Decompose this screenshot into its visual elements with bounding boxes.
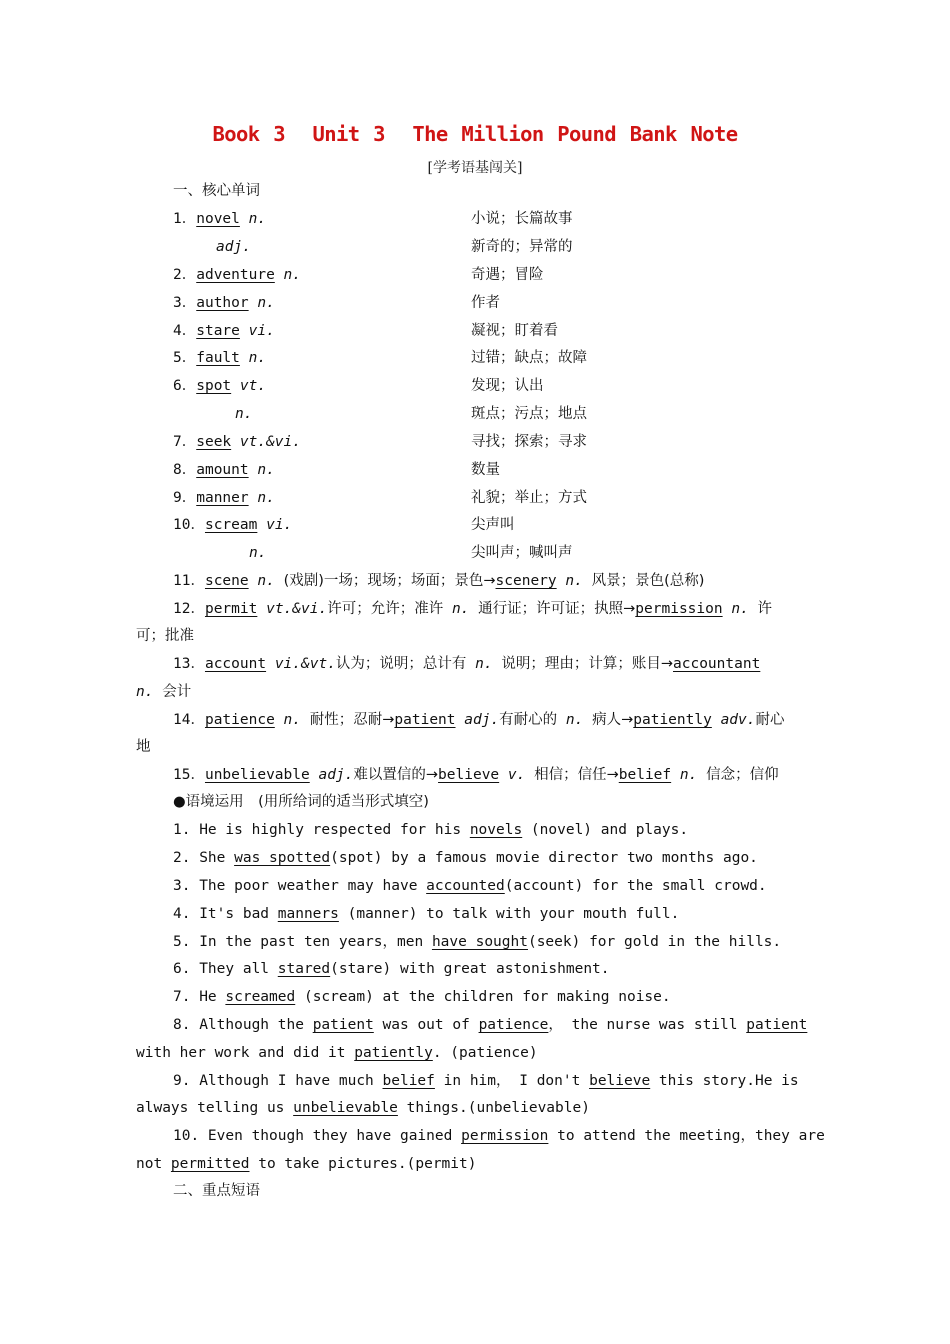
exercise-8-cont: with her work and did it patiently. (patience) bbox=[136, 1045, 538, 1061]
vocab-meaning: 寻找；探索；寻求 bbox=[471, 434, 587, 450]
exercise-10: 10. Even though they have gained permission to attend the meeting，they are bbox=[173, 1128, 825, 1144]
vocab-row-15: 15．unbelievable adj.难以置信的→believe v. 相信；信任→belief n. 信念；信仰 bbox=[173, 767, 779, 783]
vocab-meaning: 发现；认出 bbox=[471, 378, 544, 394]
vocab-meaning: 尖叫声；喊叫声 bbox=[471, 545, 573, 561]
exercise-7: 7. He screamed (scream) at the children for making noise. bbox=[173, 989, 671, 1005]
vocab-row: n. bbox=[235, 406, 253, 422]
vocab-row: 6．spot vt. bbox=[173, 378, 267, 394]
vocab-row: 7．seek vt.&vi. bbox=[173, 434, 301, 450]
vocab-row: 8．amount n. bbox=[173, 462, 275, 478]
vocab-row: 2．adventure n. bbox=[173, 267, 302, 283]
vocab-row-13: 13．account vi.&vt.认为；说明；总计有 n. 说明；理由；计算；账目→accountant bbox=[173, 656, 761, 672]
vocab-row-14: 14．patience n. 耐性；忍耐→patient adj.有耐心的 n. 病人→patiently adv.耐心 bbox=[173, 712, 785, 728]
vocab-row-14-cont: 地 bbox=[136, 739, 151, 755]
vocab-meaning: 礼貌；举止；方式 bbox=[471, 490, 587, 506]
exercise-9-cont: always telling us unbelievable things.(unbelievable) bbox=[136, 1100, 590, 1116]
vocab-row-12-cont: 可；批准 bbox=[136, 628, 194, 644]
vocab-row: 3．author n. bbox=[173, 295, 275, 311]
exercise-10-cont: not permitted to take pictures.(permit) bbox=[136, 1156, 477, 1172]
vocab-row: 5．fault n. bbox=[173, 350, 267, 366]
vocab-row: adj. bbox=[216, 239, 251, 255]
vocab-meaning: 小说；长篇故事 bbox=[471, 211, 573, 227]
vocab-row: 1．novel n. bbox=[173, 211, 267, 227]
vocab-row: n. bbox=[249, 545, 267, 561]
section-heading-core-words: 一、核心单词 bbox=[173, 183, 260, 199]
vocab-meaning: 斑点；污点；地点 bbox=[471, 406, 587, 422]
exercise-6: 6. They all stared(stare) with great astonishment. bbox=[173, 961, 610, 977]
exercise-3: 3. The poor weather may have accounted(account) for the small crowd. bbox=[173, 878, 767, 894]
vocab-row: 9．manner n. bbox=[173, 490, 275, 506]
usage-heading: ●语境运用 (用所给词的适当形式填空) bbox=[173, 794, 429, 810]
page-title: Book 3 Unit 3 The Million Pound Bank Note bbox=[212, 122, 738, 146]
vocab-meaning: 奇遇；冒险 bbox=[471, 267, 544, 283]
exercise-8: 8. Although the patient was out of patience， the nurse was still patient bbox=[173, 1017, 808, 1033]
vocab-meaning: 数量 bbox=[471, 462, 500, 478]
vocab-meaning: 新奇的；异常的 bbox=[471, 239, 573, 255]
vocab-meaning: 作者 bbox=[471, 295, 500, 311]
vocab-meaning: 过错；缺点；故障 bbox=[471, 350, 587, 366]
vocab-row-13-cont: n. 会计 bbox=[136, 684, 192, 700]
vocab-row-12: 12．permit vt.&vi.许可；允许；准许 n. 通行证；许可证；执照→permission n. 许 bbox=[173, 601, 773, 617]
vocab-meaning: 凝视；盯着看 bbox=[471, 323, 558, 339]
exercise-4: 4. It's bad manners (manner) to talk with your mouth full. bbox=[173, 906, 680, 922]
page-subtitle: [学考语基闯关] bbox=[427, 160, 523, 176]
exercise-5: 5. In the past ten years，men have sought(seek) for gold in the hills. bbox=[173, 934, 782, 950]
vocab-row-11: 11．scene n. (戏剧)一场；现场；场面；景色→scenery n. 风景；景色(总称) bbox=[173, 573, 705, 589]
exercise-1: 1. He is highly respected for his novels (novel) and plays. bbox=[173, 822, 689, 838]
vocab-meaning: 尖声叫 bbox=[471, 517, 515, 533]
vocab-row: 10．scream vi. bbox=[173, 517, 293, 533]
vocab-row: 4．stare vi. bbox=[173, 323, 275, 339]
section-heading-key-phrases: 二、重点短语 bbox=[173, 1183, 260, 1199]
exercise-9: 9. Although I have much belief in him， I don't believe this story.He is bbox=[173, 1073, 799, 1089]
exercise-2: 2. She was spotted(spot) by a famous movie director two months ago. bbox=[173, 850, 758, 866]
